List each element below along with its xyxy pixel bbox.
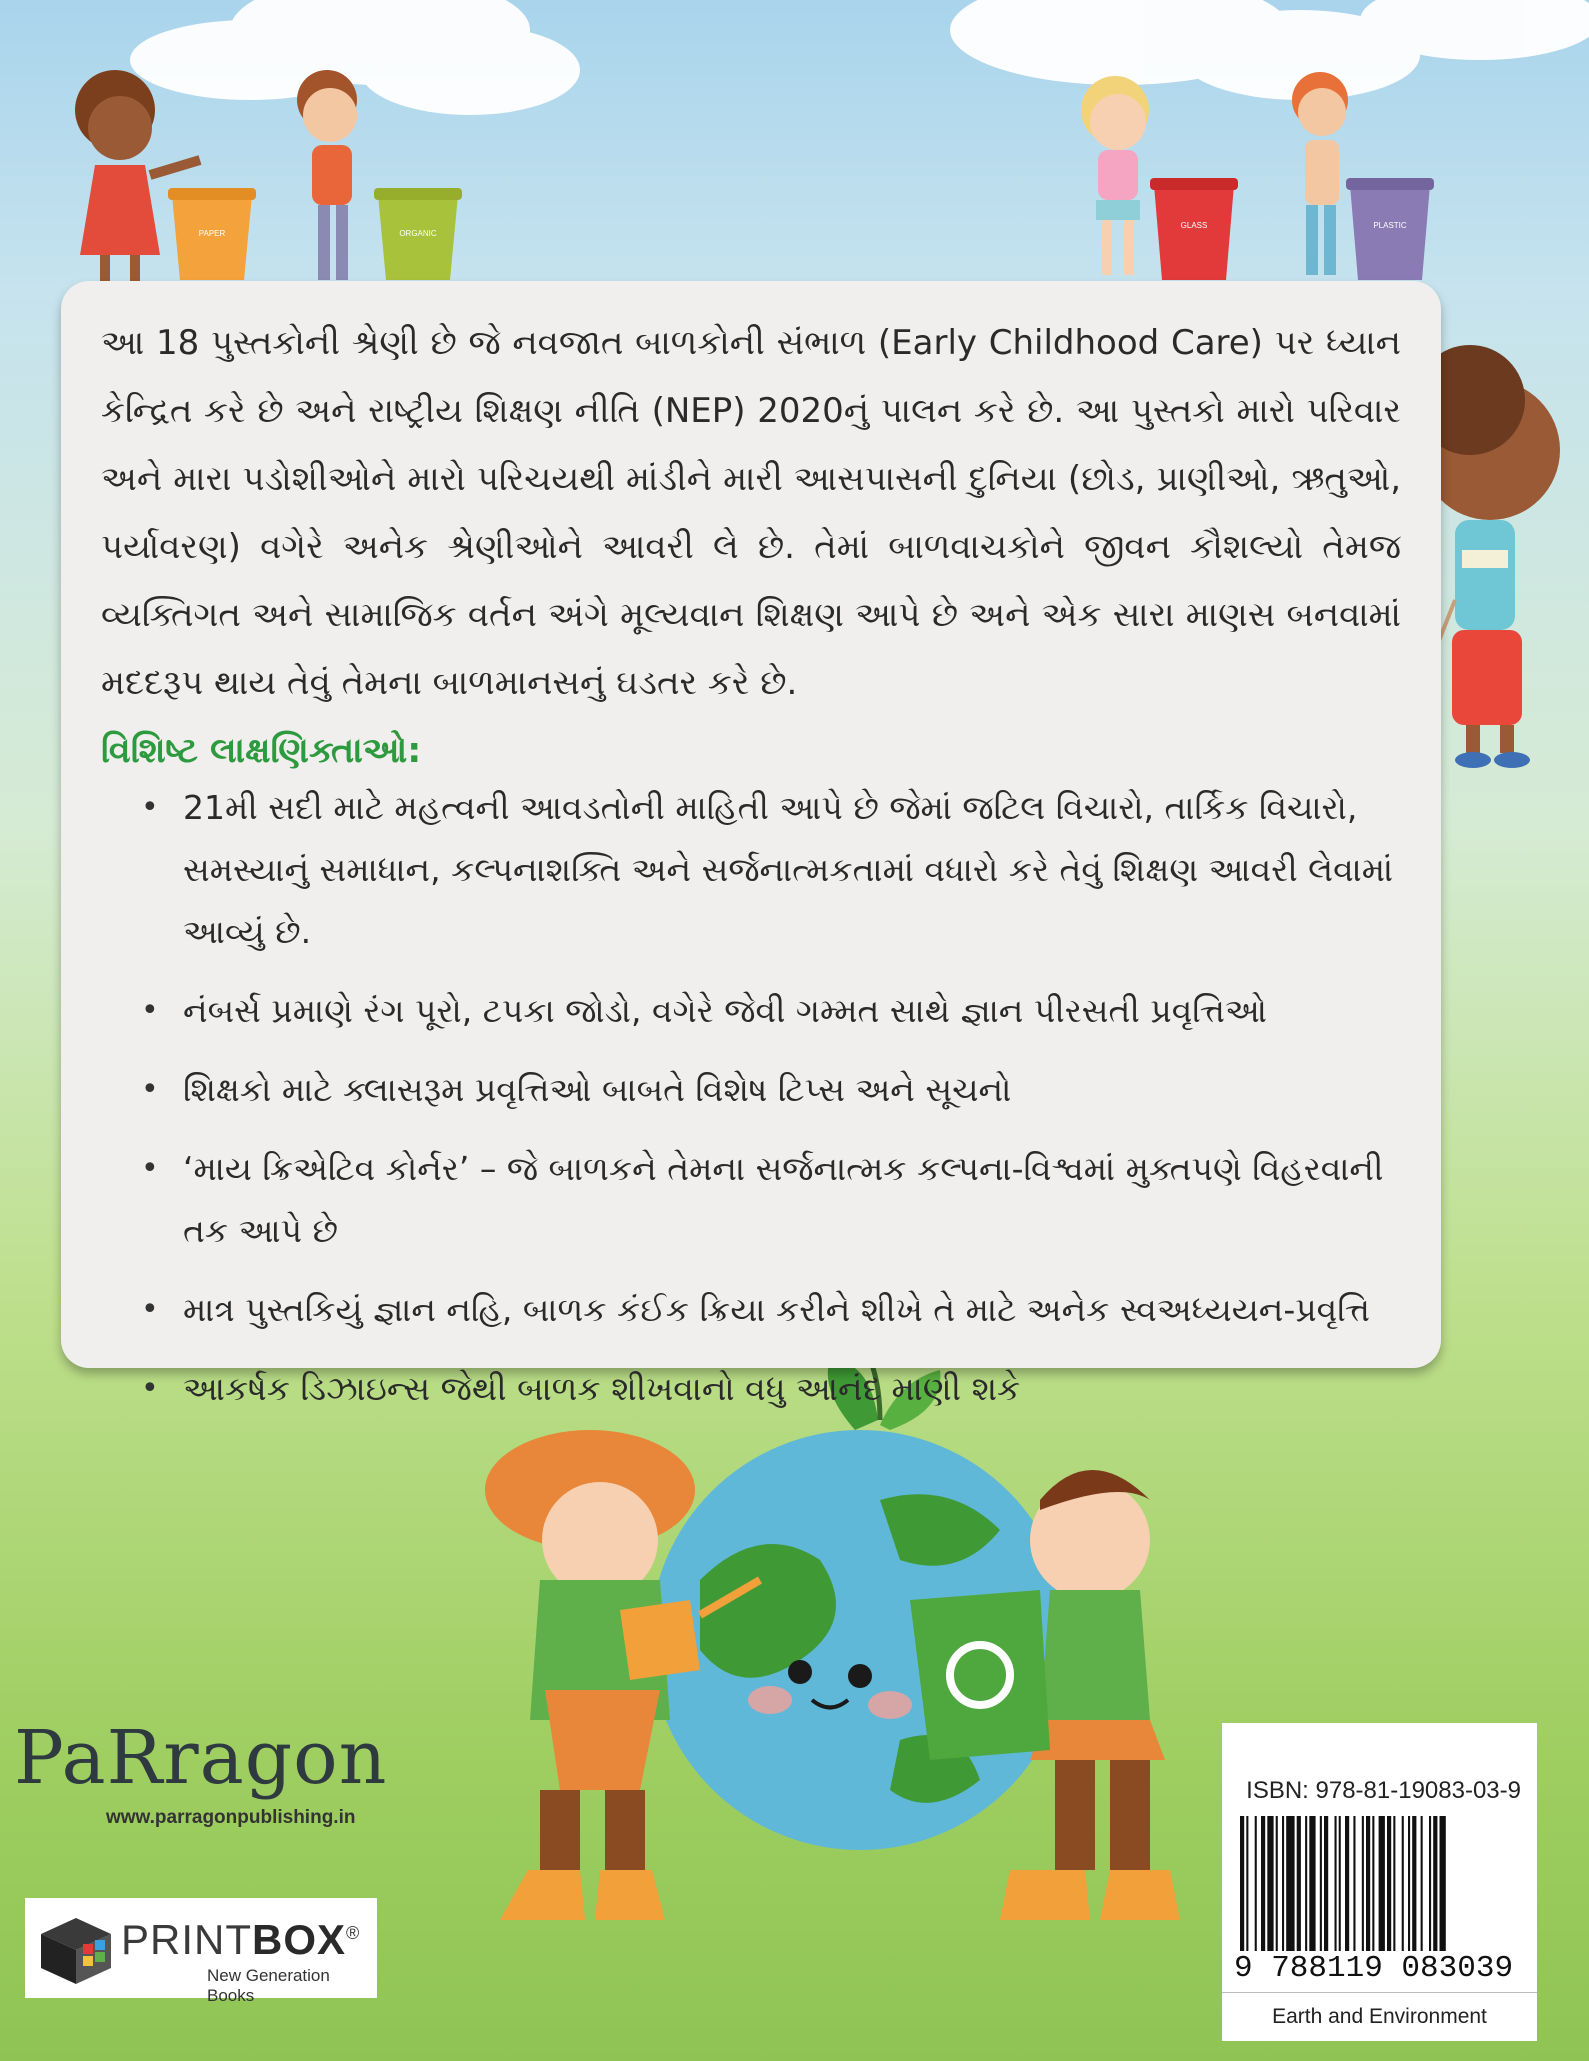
- printbox-cube-icon: [39, 1916, 113, 1986]
- barcode-bar: [1353, 1816, 1355, 1951]
- feature-text: ‘માય ક્રિએટિવ કોર્નર’ – જે બાળકને તેમના સર્જનાત્મક કલ્પના-વિશ્વમાં મુક્તપણે વિહરવાની તક આપે છે: [183, 1149, 1384, 1250]
- barcode-icon: [1240, 1816, 1520, 1951]
- barcode-bar: [1412, 1816, 1416, 1951]
- feature-item: [101, 980, 1401, 1042]
- features-heading: વિશિષ્ટ લાક્ષણિક્તાઓ:: [101, 731, 422, 771]
- barcode-bar: [1421, 1816, 1423, 1951]
- isbn-label: ISBN: 978-81-19083-03-9: [1246, 1777, 1521, 1804]
- bullet-icon: •: [141, 1292, 159, 1327]
- barcode-bar: [1345, 1816, 1349, 1951]
- feature-item: [101, 777, 1401, 963]
- features-list: [101, 777, 1401, 1420]
- series-description: આ 18 પુસ્તકોની શ્રેણી છે જે નવજાત બાળકોની સંભાળ (Early Childhood Care) પર ધ્યાન કેન્દ્રિત કરે છે અને રાષ્ટ્રીય શિક્ષણ નીતિ (NEP) 2020નું પાલન કરે છે. આ પુસ્તકો મારો પરિવાર અને મારા પડોશીઓને મારો પરિચયથી માંડીને મારી આસપાસની દુનિયા (છોડ, પ્રાણીઓ, ઋતુઓ, પર્યાવરણ) વગેરે અનેક શ્રેણીઓને આવરી લે છે. તેમાં બાળવાચકોને જીવન કૌશલ્યો તેમજ વ્યક્તિગત અને સામાજિક વર્તન અંગે મૂલ્યવાન શિક્ષણ આપે છે અને એક સારા માણસ બનવામાં મદદરૂપ થાય તેવું તેમના બાળમાનસનું ઘડતર કરે છે.: [101, 323, 1401, 703]
- barcode-bar: [1255, 1816, 1257, 1951]
- feature-text: આકર્ષક ડિઝાઇન્સ જેથી બાળક શીખવાનો વધુ આનંદ માણી શકે: [183, 1369, 1021, 1408]
- barcode-bar: [1282, 1816, 1284, 1951]
- barcode-bar: [1335, 1816, 1337, 1951]
- publisher-url: www.parragonpublishing.in: [106, 1807, 356, 1828]
- barcode-bar: [1402, 1816, 1404, 1951]
- barcode-bar: [1433, 1816, 1437, 1951]
- barcode-bar: [1309, 1816, 1315, 1951]
- bin-label-paper: PAPER: [198, 229, 226, 238]
- series-name: Earth and Environment: [1222, 1992, 1537, 2041]
- isbn-barcode-box: [1222, 1723, 1537, 2041]
- bin-label-organic: ORGANIC: [399, 229, 437, 238]
- barcode-bar: [1320, 1816, 1322, 1951]
- barcode-bar: [1246, 1816, 1248, 1951]
- publisher-name: PaRragon: [14, 1715, 388, 1801]
- barcode-bar: [1393, 1816, 1395, 1951]
- bin-label-plastic: PLASTIC: [1373, 221, 1407, 230]
- feature-item: [101, 1059, 1401, 1121]
- bullet-icon: •: [141, 1371, 159, 1406]
- description-panel: [61, 281, 1441, 1408]
- feature-item: [101, 1279, 1401, 1341]
- feature-text: નંબર્સ પ્રમાણે રંગ પૂરો, ટપકા જોડો, વગેરે જેવી ગમ્મત સાથે જ્ઞાન પીરસતી પ્રવૃત્તિઓ: [183, 991, 1267, 1030]
- bullet-icon: •: [141, 1072, 159, 1107]
- barcode-bar: [1429, 1816, 1431, 1951]
- barcode-bar: [1286, 1816, 1294, 1951]
- barcode-bar: [1261, 1816, 1265, 1951]
- barcode-bar: [1240, 1816, 1244, 1951]
- barcode-bar: [1324, 1816, 1328, 1951]
- barcode-bar: [1267, 1816, 1273, 1951]
- feature-item: [101, 1358, 1401, 1420]
- bullet-icon: •: [141, 993, 159, 1028]
- bullet-icon: •: [141, 1151, 159, 1186]
- bin-labels: [0, 0, 1589, 300]
- feature-text: 21મી સદી માટે મહત્વની આવડતોની માહિતી આપે છે જેમાં જટિલ વિચારો, તાર્કિક વિચારો, સમસ્યાનું સમાધાન, કલ્પનાશક્તિ અને સર્જનાત્મકતામાં વધારો કરે તેવું શિક્ષણ આવરી લેવામાં આવ્યું છે.: [183, 788, 1394, 951]
- earth-with-kids: [485, 1340, 1180, 1920]
- parragon-logo: [14, 1715, 388, 1829]
- feature-text: માત્ર પુસ્તકિયું જ્ઞાન નહિ, બાળક કંઈક ક્રિયા કરીને શીખે તે માટે અનેક સ્વઅધ્યયન-પ્રવૃત્તિ: [183, 1290, 1370, 1329]
- printbox-logo: [25, 1898, 377, 2005]
- barcode-bar: [1366, 1816, 1370, 1951]
- bullet-icon: •: [141, 790, 159, 825]
- barcode-bar: [1297, 1816, 1301, 1951]
- printbox-name: [121, 1916, 360, 1964]
- barcode-bar: [1362, 1816, 1364, 1951]
- printbox-tagline: New Generation Books: [207, 1966, 330, 2005]
- bin-label-glass: GLASS: [1180, 221, 1208, 230]
- barcode-bar: [1339, 1816, 1341, 1951]
- feature-text: શિક્ષકો માટે ક્લાસરૂમ પ્રવૃત્તિઓ બાબતે વિશેષ ટિપ્સ અને સૂચનો: [183, 1070, 1012, 1109]
- barcode-bar: [1276, 1816, 1278, 1951]
- barcode-bar: [1372, 1816, 1374, 1951]
- barcode-bar: [1408, 1816, 1410, 1951]
- barcode-bar: [1440, 1816, 1446, 1951]
- barcode-bar: [1387, 1816, 1391, 1951]
- printbox-name-light: PRINT: [121, 1916, 252, 1963]
- barcode-digits: 9 788119 083039: [1234, 1951, 1514, 1986]
- registered-mark: ®: [346, 1923, 361, 1943]
- barcode-bar: [1305, 1816, 1307, 1951]
- printbox-name-bold: BOX: [252, 1916, 347, 1963]
- feature-item: [101, 1138, 1401, 1262]
- barcode-bar: [1379, 1816, 1385, 1951]
